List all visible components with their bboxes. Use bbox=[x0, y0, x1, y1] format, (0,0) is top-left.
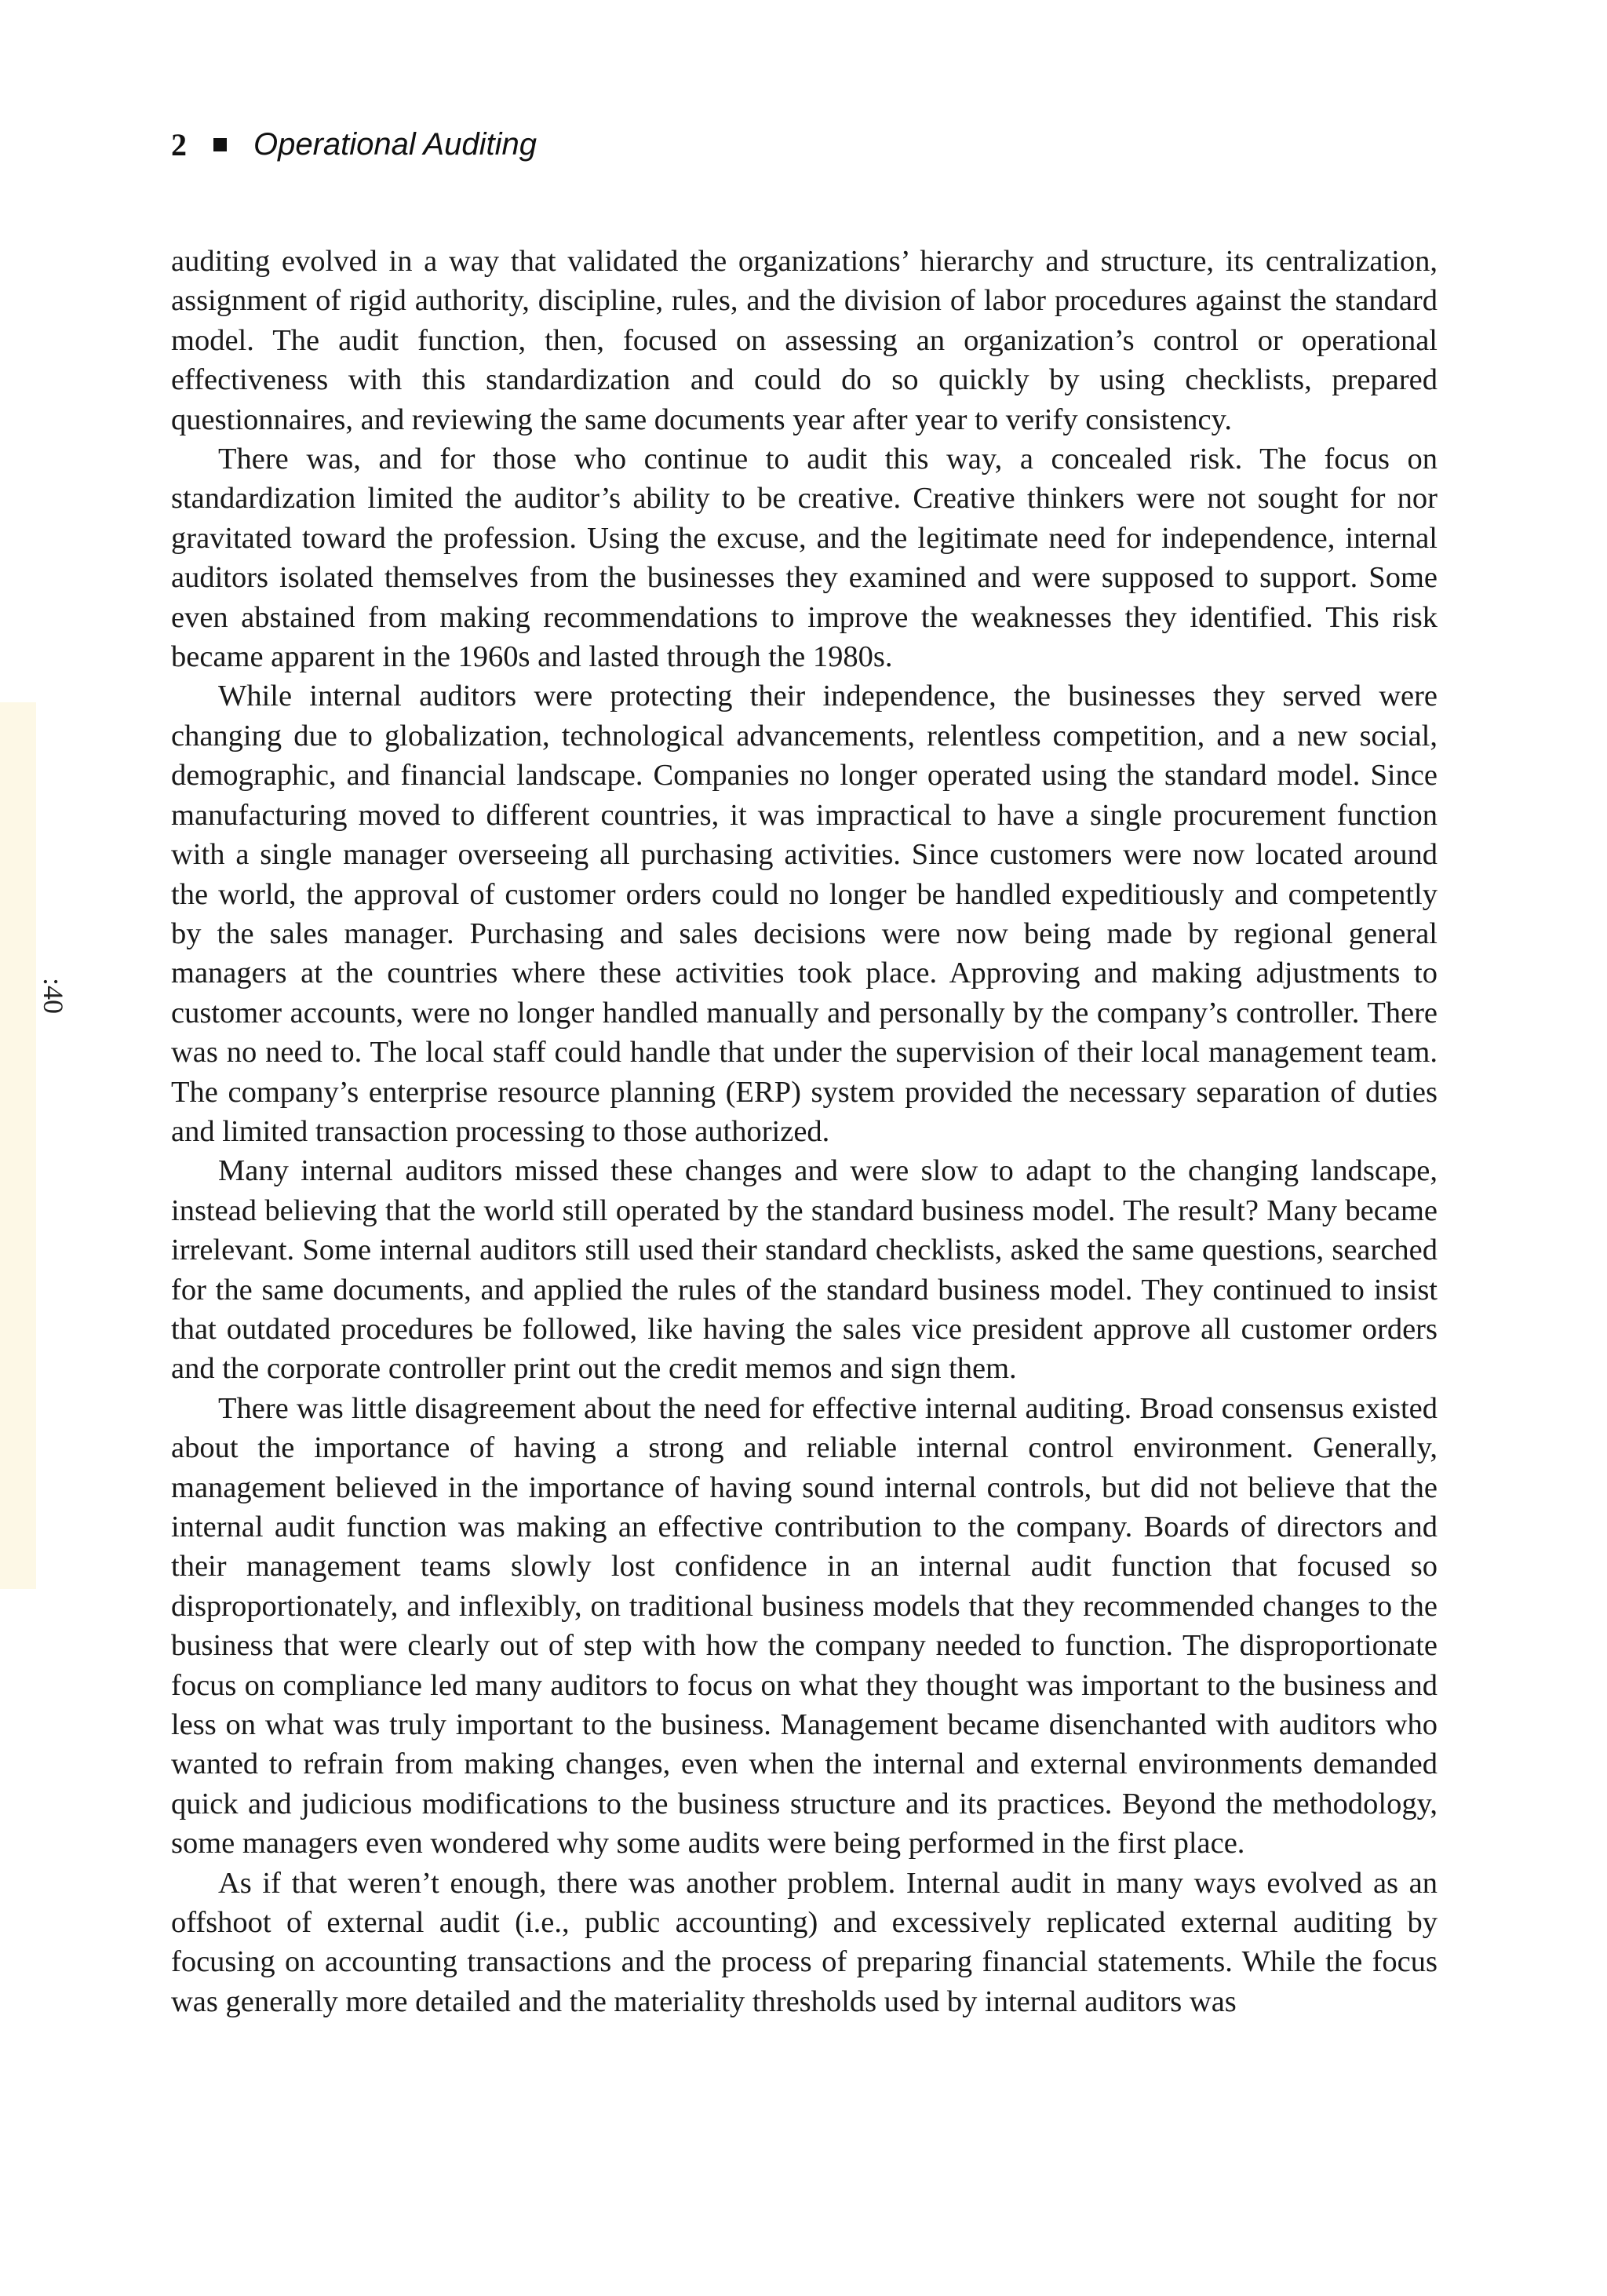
square-bullet-icon bbox=[213, 138, 227, 151]
paragraph: There was, and for those who continue to audit this way, a concealed risk. The focus on standardization limited the auditor’s ability to be creative. Creative thinkers were not sought for nor gravitated toward the profession. Using the excuse, and the legitimate need for independence, internal auditors isolated themselves from the businesses they examined and were supposed to support. Some even abstained from making recommendations to improve the weaknesses they identified. This risk became apparent in the 1960s and lasted through the 1980s. bbox=[171, 443, 1438, 674]
running-title: Operational Auditing bbox=[253, 126, 537, 162]
running-head bbox=[171, 124, 537, 165]
page-edge-strip bbox=[0, 702, 36, 1589]
paragraph: As if that weren’t enough, there was another problem. Internal audit in many ways evolved as an offshoot of external audit (i.e., public accounting) and excessively replicated external auditing by focusing on accounting transactions and the process of preparing financial statements. While the focus was generally more detailed and the materiality thresholds used by internal auditors was bbox=[171, 1866, 1438, 2018]
paragraph: While internal auditors were protecting their independence, the businesses they served were changing due to globalization, technological advancements, relentless competition, and a new social, demographic, and financial landscape. Companies no longer operated using the standard model. Since manufacturing moved to different countries, it was impractical to have a single procurement function with a single manager overseeing all purchasing activities. Since customers were now located around the world, the approval of customer orders could no longer be handled expeditiously and competently by the sales manager. Purchasing and sales decisions were now being made by regional general managers at the countries where these activities took place. Approving and making adjustments to customer accounts, were no longer handled manually and personally by the company’s controller. There was no need to. The local staff could handle that under the supervision of their local management team. The company’s enterprise resource planning (ERP) system provided the necessary separation of duties and limited transaction processing to those authorized. bbox=[171, 680, 1438, 1148]
page-number: 2 bbox=[171, 126, 187, 162]
body-text bbox=[171, 242, 1438, 2021]
paragraph: auditing evolved in a way that validated the organizations’ hierarchy and structure, its centralization, assignment of rigid authority, discipline, rules, and the division of labor procedures against the standard model. The audit function, then, focused on assessing an organization’s control or operational effectiveness with this standardization and could do so quickly by using checklists, prepared questionnaires, and reviewing the same documents year after year to verify consistency. bbox=[171, 245, 1438, 436]
side-margin-mark: :40 bbox=[38, 978, 69, 1015]
paragraph: Many internal auditors missed these changes and were slow to adapt to the changing landscape, instead believing that the world still operated by the standard business model. The result? Many became irrelevant. Some internal auditors still used their standard checklists, asked the same questions, searched for the same documents, and applied the rules of the standard business model. They continued to insist that outdated procedures be followed, like having the sales vice president approve all customer orders and the corporate controller print out the credit memos and sign them. bbox=[171, 1154, 1438, 1386]
paragraph: There was little disagreement about the need for effective internal auditing. Broad consensus existed about the importance of having a strong and reliable internal control environment. Generally, management believed in the importance of having sound internal controls, but did not believe that the internal audit function was making an effective contribution to the company. Boards of directors and their management teams slowly lost confidence in an internal audit function that focused so disproportionately, and inflexibly, on traditional business models that they recommended changes to the business that were clearly out of step with how the company needed to function. The disproportionate focus on compliance led many auditors to focus on what they thought was important to the business and less on what was truly important to the business. Management became disenchanted with auditors who wanted to refrain from making changes, even when the internal and external environments demanded quick and judicious modifications to the business structure and its practices. Beyond the methodology, some managers even wondered why some audits were being performed in the first place. bbox=[171, 1391, 1438, 1860]
